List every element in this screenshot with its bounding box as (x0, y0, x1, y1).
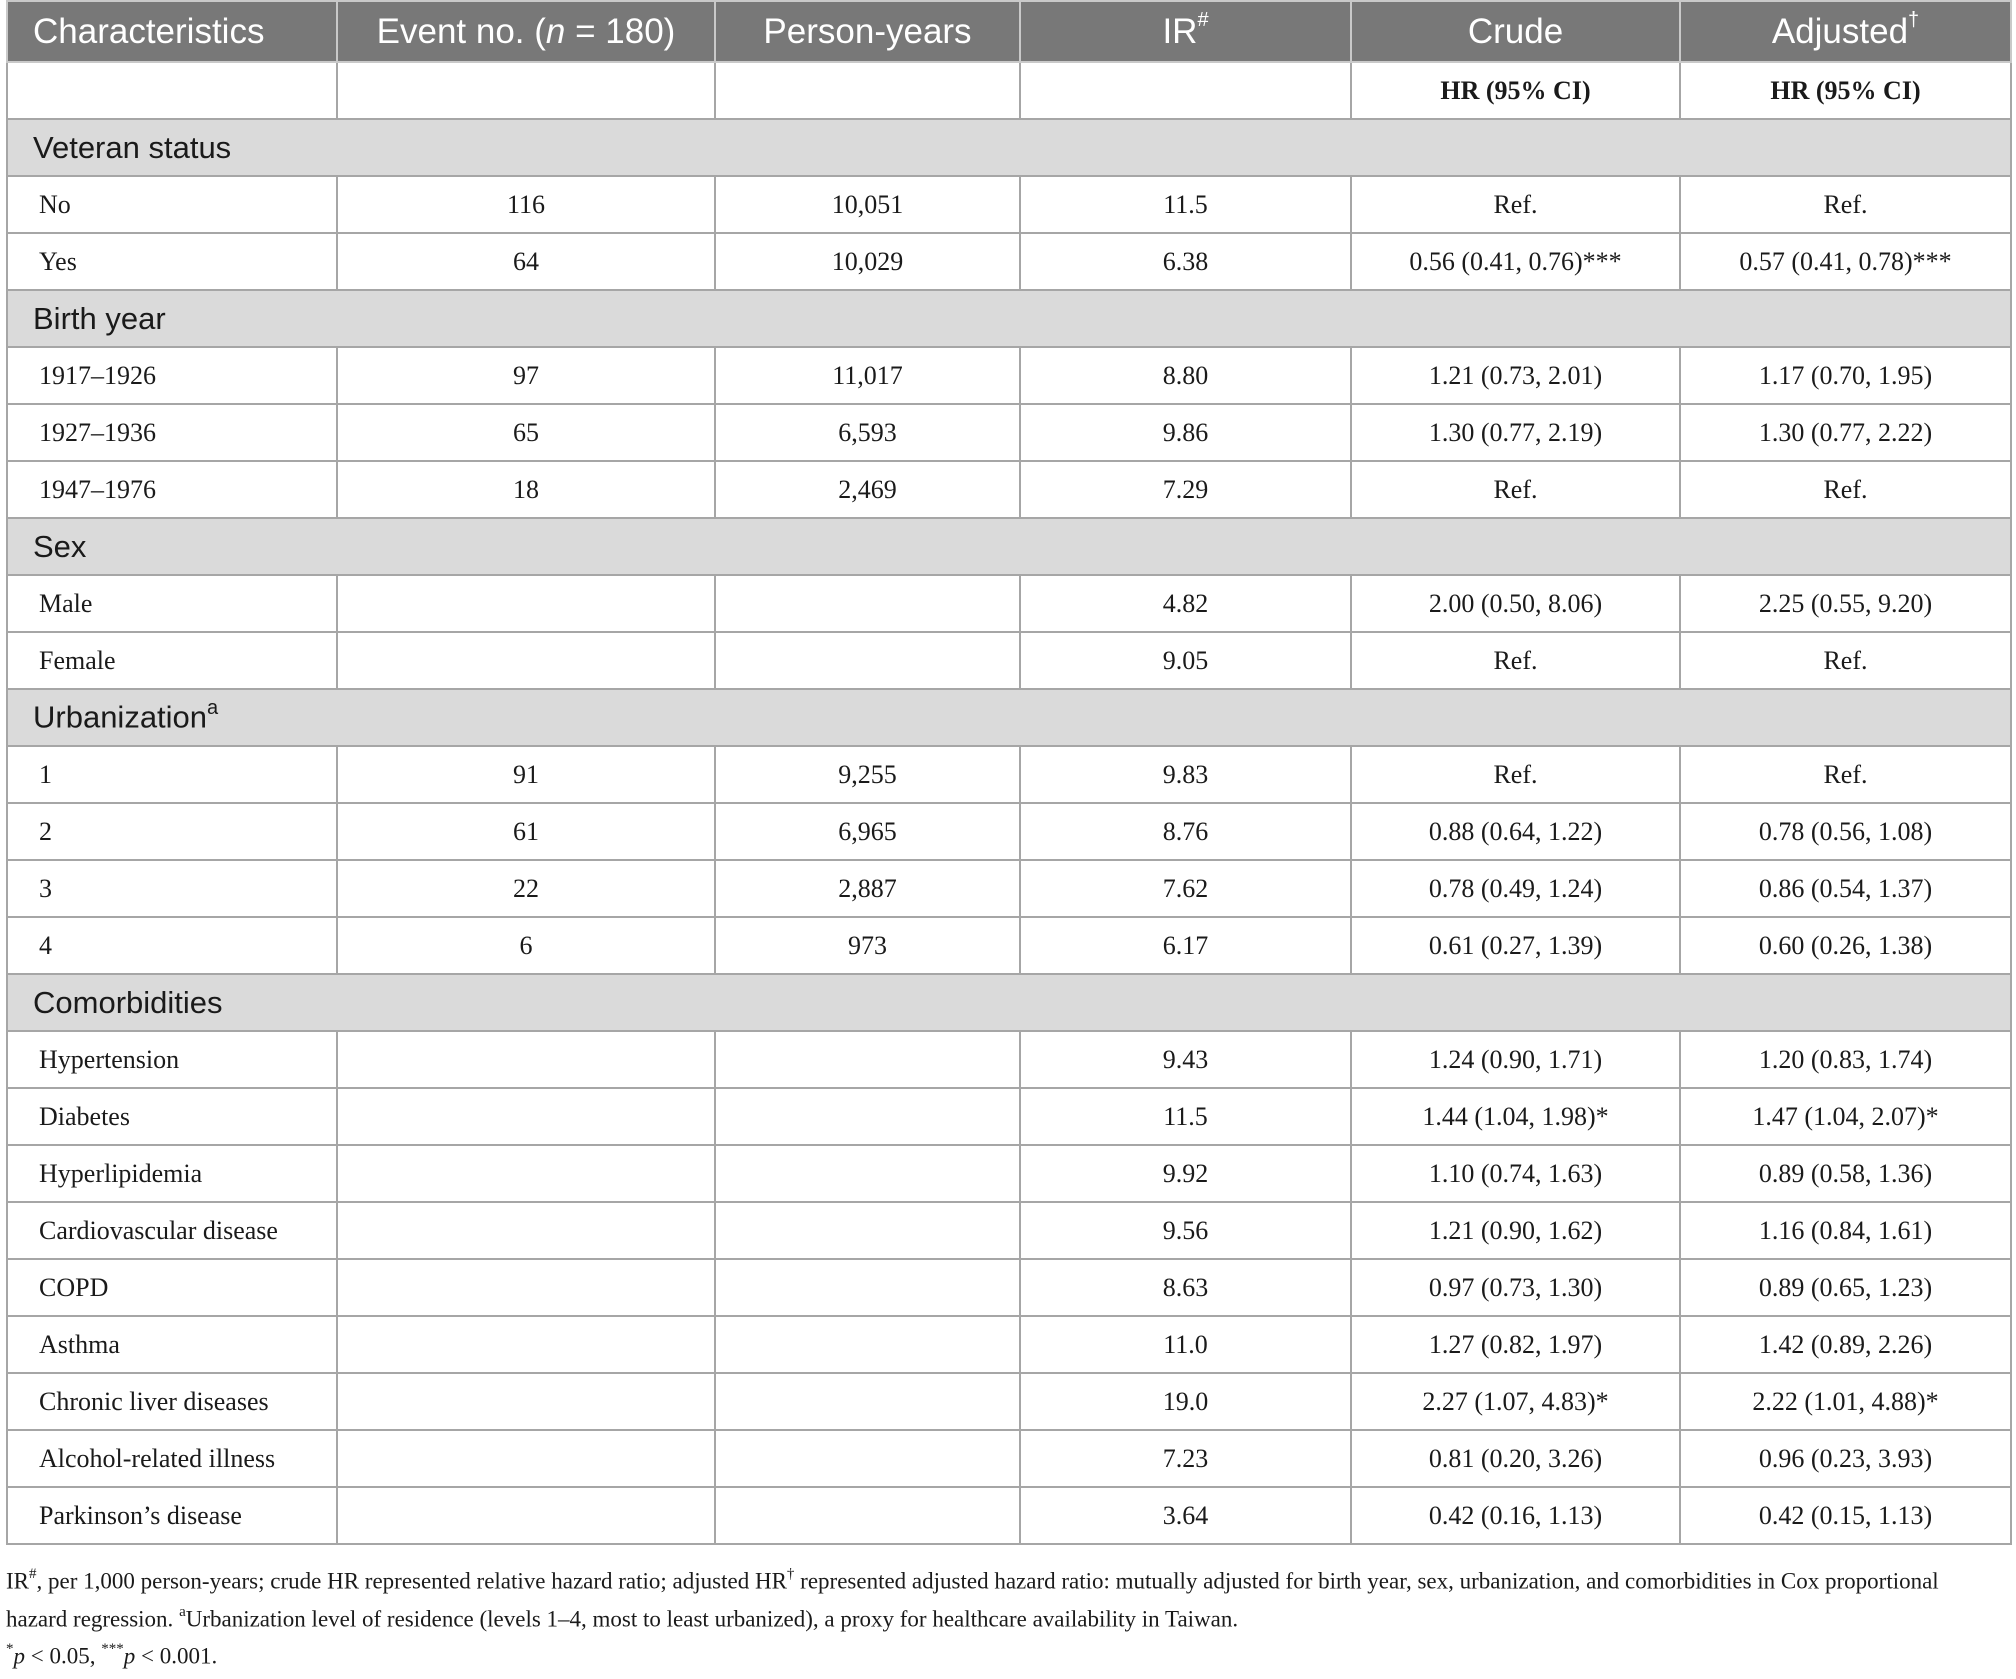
row-label: Asthma (7, 1316, 337, 1373)
header-characteristics: Characteristics (7, 1, 337, 62)
cell-adjusted-hr: 1.20 (0.83, 1.74) (1680, 1031, 2011, 1088)
cell-adjusted-hr: 1.42 (0.89, 2.26) (1680, 1316, 2011, 1373)
subheader-empty-cell (715, 62, 1020, 119)
cell-adjusted-hr: 1.17 (0.70, 1.95) (1680, 347, 2011, 404)
table-row (7, 1145, 2011, 1202)
cell-person-years: 2,469 (715, 461, 1020, 518)
row-label: Alcohol-related illness (7, 1430, 337, 1487)
table-row (7, 1487, 2011, 1544)
cell-ir: 4.82 (1020, 575, 1351, 632)
cell-person-years: 6,965 (715, 803, 1020, 860)
cell-person-years (715, 1088, 1020, 1145)
table-row (7, 1031, 2011, 1088)
cell-crude-hr: 1.27 (0.82, 1.97) (1351, 1316, 1680, 1373)
cell-ir: 7.29 (1020, 461, 1351, 518)
cell-adjusted-hr: 0.86 (0.54, 1.37) (1680, 860, 2011, 917)
cell-crude-hr: 0.42 (0.16, 1.13) (1351, 1487, 1680, 1544)
cell-events: 61 (337, 803, 715, 860)
header-adjusted-sup: † (1908, 8, 1920, 31)
row-label: 4 (7, 917, 337, 974)
cell-adjusted-hr: 0.89 (0.58, 1.36) (1680, 1145, 2011, 1202)
subheader-empty-cell (337, 62, 715, 119)
fn-ir-sup: # (29, 1566, 37, 1582)
cell-adjusted-hr: Ref. (1680, 176, 2011, 233)
row-label: 2 (7, 803, 337, 860)
cell-person-years (715, 1202, 1020, 1259)
table-row (7, 233, 2011, 290)
fn-t2: < 0.001. (135, 1643, 218, 1669)
section-veteran-status (7, 119, 2011, 176)
cell-crude-hr: 1.30 (0.77, 2.19) (1351, 404, 1680, 461)
cell-person-years (715, 1259, 1020, 1316)
cell-adjusted-hr: 1.47 (1.04, 2.07)* (1680, 1088, 2011, 1145)
results-table-container (6, 0, 2010, 1545)
subheader-row (7, 62, 2011, 119)
cell-ir: 11.0 (1020, 1316, 1351, 1373)
cell-events (337, 1487, 715, 1544)
section-title: Comorbidities (7, 974, 2011, 1031)
header-event-suffix: = 180) (565, 11, 676, 51)
table-row (7, 1202, 2011, 1259)
row-label: Cardiovascular disease (7, 1202, 337, 1259)
cell-adjusted-hr: 0.60 (0.26, 1.38) (1680, 917, 2011, 974)
header-adjusted (1680, 1, 2011, 62)
section-title (7, 689, 2011, 746)
cell-person-years (715, 575, 1020, 632)
fn-stars3: *** (101, 1641, 124, 1658)
header-adjusted-label: Adjusted (1771, 11, 1909, 51)
cell-adjusted-hr: 1.16 (0.84, 1.61) (1680, 1202, 2011, 1259)
section-title-sup: a (207, 697, 219, 720)
table-row (7, 1259, 2011, 1316)
table-row (7, 917, 2011, 974)
subheader-adjusted-hr: HR (95% CI) (1680, 62, 2011, 119)
row-label: 3 (7, 860, 337, 917)
cell-ir: 8.63 (1020, 1259, 1351, 1316)
table-row (7, 1430, 2011, 1487)
cell-events: 116 (337, 176, 715, 233)
cell-ir: 9.43 (1020, 1031, 1351, 1088)
cell-crude-hr: 1.44 (1.04, 1.98)* (1351, 1088, 1680, 1145)
fn-a-sup: a (179, 1603, 186, 1620)
cell-person-years: 6,593 (715, 404, 1020, 461)
cell-events (337, 1430, 715, 1487)
section-title: Veteran status (7, 119, 2011, 176)
cell-crude-hr: 1.10 (0.74, 1.63) (1351, 1145, 1680, 1202)
cell-person-years: 973 (715, 917, 1020, 974)
cell-crude-hr: 0.56 (0.41, 0.76)*** (1351, 233, 1680, 290)
cell-events (337, 1145, 715, 1202)
cell-crude-hr: 0.61 (0.27, 1.39) (1351, 917, 1680, 974)
cell-adjusted-hr: 2.25 (0.55, 9.20) (1680, 575, 2011, 632)
row-label: Hyperlipidemia (7, 1145, 337, 1202)
cell-ir: 9.56 (1020, 1202, 1351, 1259)
header-event-n: n (545, 11, 566, 51)
cell-ir: 9.83 (1020, 746, 1351, 803)
cell-ir: 6.17 (1020, 917, 1351, 974)
cell-crude-hr: 1.21 (0.73, 2.01) (1351, 347, 1680, 404)
cell-crude-hr: 0.88 (0.64, 1.22) (1351, 803, 1680, 860)
cell-events (337, 1259, 715, 1316)
cell-person-years (715, 1031, 1020, 1088)
subheader-empty-cell (1020, 62, 1351, 119)
row-label: COPD (7, 1259, 337, 1316)
cell-ir: 19.0 (1020, 1373, 1351, 1430)
header-person-years: Person-years (715, 1, 1020, 62)
table-row (7, 746, 2011, 803)
cell-events (337, 632, 715, 689)
row-label: 1927–1936 (7, 404, 337, 461)
footnote-definitions (6, 1560, 1996, 1635)
cell-person-years: 10,051 (715, 176, 1020, 233)
cell-crude-hr: 2.00 (0.50, 8.06) (1351, 575, 1680, 632)
cell-ir: 9.05 (1020, 632, 1351, 689)
row-label: No (7, 176, 337, 233)
cell-crude-hr: 0.97 (0.73, 1.30) (1351, 1259, 1680, 1316)
footnote-significance (6, 1635, 1996, 1673)
fn-ir: IR (6, 1568, 29, 1594)
cell-crude-hr: Ref. (1351, 176, 1680, 233)
table-row (7, 860, 2011, 917)
cell-adjusted-hr: 0.89 (0.65, 1.23) (1680, 1259, 2011, 1316)
table-header-row (7, 1, 2011, 62)
cell-events (337, 575, 715, 632)
section-title: Sex (7, 518, 2011, 575)
cell-ir: 9.86 (1020, 404, 1351, 461)
cell-adjusted-hr: 0.57 (0.41, 0.78)*** (1680, 233, 2011, 290)
table-row (7, 632, 2011, 689)
cell-events: 65 (337, 404, 715, 461)
fn-dagger: † (786, 1566, 795, 1582)
row-label: Hypertension (7, 1031, 337, 1088)
row-label: Chronic liver diseases (7, 1373, 337, 1430)
cell-ir: 9.92 (1020, 1145, 1351, 1202)
cell-adjusted-hr: 0.42 (0.15, 1.13) (1680, 1487, 2011, 1544)
cell-person-years (715, 632, 1020, 689)
cell-crude-hr: 0.81 (0.20, 3.26) (1351, 1430, 1680, 1487)
cell-ir: 11.5 (1020, 1088, 1351, 1145)
row-label: Female (7, 632, 337, 689)
subheader-crude-hr: HR (95% CI) (1351, 62, 1680, 119)
subheader-empty-cell (7, 62, 337, 119)
cell-person-years (715, 1316, 1020, 1373)
cell-person-years (715, 1145, 1020, 1202)
cell-crude-hr: 2.27 (1.07, 4.83)* (1351, 1373, 1680, 1430)
row-label: 1917–1926 (7, 347, 337, 404)
cell-person-years: 10,029 (715, 233, 1020, 290)
table-row (7, 461, 2011, 518)
section-title-text: Urbanization (33, 699, 208, 735)
header-ir-sup: # (1197, 8, 1209, 31)
cell-adjusted-hr: Ref. (1680, 746, 2011, 803)
table-row (7, 1373, 2011, 1430)
fn-p2: p (123, 1643, 136, 1669)
cell-events (337, 1316, 715, 1373)
row-label: Parkinson’s disease (7, 1487, 337, 1544)
cell-ir: 8.80 (1020, 347, 1351, 404)
header-ir-label: IR (1162, 11, 1198, 51)
cell-crude-hr: Ref. (1351, 632, 1680, 689)
table-row (7, 803, 2011, 860)
fn-text-b: represented adjusted hazard ratio: mutually adjusted for birth year, sex, urbanization, and comorbidities in Cox proportional hazard regression. (6, 1568, 1939, 1632)
hazard-ratio-table (6, 0, 2012, 1545)
table-row (7, 1088, 2011, 1145)
cell-person-years (715, 1430, 1020, 1487)
cell-adjusted-hr: 1.30 (0.77, 2.22) (1680, 404, 2011, 461)
cell-person-years: 11,017 (715, 347, 1020, 404)
cell-events: 64 (337, 233, 715, 290)
table-footnotes (6, 1560, 1996, 1673)
cell-adjusted-hr: Ref. (1680, 461, 2011, 518)
cell-events: 6 (337, 917, 715, 974)
cell-crude-hr: 1.24 (0.90, 1.71) (1351, 1031, 1680, 1088)
cell-person-years: 9,255 (715, 746, 1020, 803)
cell-adjusted-hr: Ref. (1680, 632, 2011, 689)
cell-events: 18 (337, 461, 715, 518)
cell-events (337, 1373, 715, 1430)
cell-person-years (715, 1373, 1020, 1430)
row-label: Diabetes (7, 1088, 337, 1145)
section-sex (7, 518, 2011, 575)
section-title: Birth year (7, 290, 2011, 347)
header-ir (1020, 1, 1351, 62)
section-urbanization (7, 689, 2011, 746)
cell-events (337, 1088, 715, 1145)
table-row (7, 1316, 2011, 1373)
cell-adjusted-hr: 0.96 (0.23, 3.93) (1680, 1430, 2011, 1487)
cell-ir: 7.23 (1020, 1430, 1351, 1487)
table-row (7, 176, 2011, 233)
table-row (7, 347, 2011, 404)
cell-adjusted-hr: 2.22 (1.01, 4.88)* (1680, 1373, 2011, 1430)
table-row (7, 404, 2011, 461)
table-row (7, 575, 2011, 632)
header-event-prefix: Event no. ( (376, 11, 546, 51)
cell-events (337, 1202, 715, 1259)
cell-ir: 7.62 (1020, 860, 1351, 917)
cell-crude-hr: 0.78 (0.49, 1.24) (1351, 860, 1680, 917)
section-birth-year (7, 290, 2011, 347)
cell-adjusted-hr: 0.78 (0.56, 1.08) (1680, 803, 2011, 860)
cell-events: 91 (337, 746, 715, 803)
cell-person-years: 2,887 (715, 860, 1020, 917)
cell-ir: 11.5 (1020, 176, 1351, 233)
cell-events: 22 (337, 860, 715, 917)
row-label: Male (7, 575, 337, 632)
cell-ir: 3.64 (1020, 1487, 1351, 1544)
row-label: 1947–1976 (7, 461, 337, 518)
header-event-no (337, 1, 715, 62)
header-crude: Crude (1351, 1, 1680, 62)
cell-events: 97 (337, 347, 715, 404)
row-label: 1 (7, 746, 337, 803)
cell-events (337, 1031, 715, 1088)
fn-text-c: Urbanization level of residence (levels 1–4, most to least urbanized), a proxy for healthcare availability in Taiwan. (185, 1606, 1239, 1632)
cell-crude-hr: Ref. (1351, 746, 1680, 803)
cell-person-years (715, 1487, 1020, 1544)
fn-text-a: , per 1,000 person-years; crude HR represented relative hazard ratio; adjusted HR (36, 1568, 787, 1594)
cell-ir: 8.76 (1020, 803, 1351, 860)
section-comorbidities (7, 974, 2011, 1031)
fn-p1: p (13, 1643, 25, 1669)
row-label: Yes (7, 233, 337, 290)
cell-ir: 6.38 (1020, 233, 1351, 290)
fn-t1: < 0.05, (25, 1643, 102, 1669)
fn-star: * (6, 1641, 14, 1658)
cell-crude-hr: 1.21 (0.90, 1.62) (1351, 1202, 1680, 1259)
cell-crude-hr: Ref. (1351, 461, 1680, 518)
